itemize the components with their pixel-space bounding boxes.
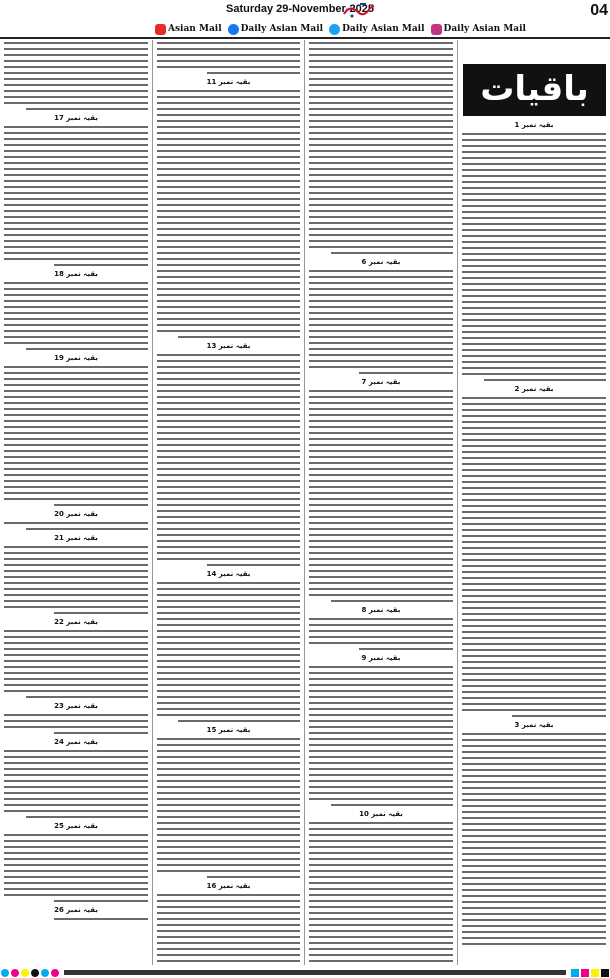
registration-mark-icon <box>31 969 39 977</box>
continuation-heading: بقیہ نمبر 3 <box>514 721 554 729</box>
continuation-heading: بقیہ نمبر 1 <box>514 121 554 129</box>
masthead-rule <box>0 37 610 39</box>
issue-date: Saturday 29-November-2025 <box>226 3 374 15</box>
article-continuation <box>462 118 606 949</box>
registration-mark-icon <box>581 969 589 977</box>
registration-mark-icon <box>41 969 49 977</box>
social-twitter[interactable] <box>329 24 424 35</box>
continuation-heading: بقیہ نمبر 8 <box>361 606 401 614</box>
continuation-heading: بقیہ نمبر 2 <box>514 385 554 393</box>
column-3 <box>305 40 457 965</box>
social-label: Asian Mail <box>168 24 222 34</box>
continuation-heading: بقیہ نمبر 10 <box>359 810 403 818</box>
page-number: 04 <box>590 2 608 19</box>
registration-mark-icon <box>571 969 579 977</box>
continuation-heading: بقیہ نمبر 26 <box>54 906 98 914</box>
continuation-heading: بقیہ نمبر 6 <box>361 258 401 266</box>
registration-bar <box>64 970 566 975</box>
social-facebook[interactable] <box>228 24 323 35</box>
social-label: Daily Asian Mail <box>443 24 526 34</box>
registration-mark-icon <box>591 969 599 977</box>
column-2 <box>153 40 304 965</box>
youtube-icon <box>155 24 166 35</box>
continuation-heading: بقیہ نمبر 7 <box>361 378 401 386</box>
continuation-heading: بقیہ نمبر 17 <box>54 114 98 122</box>
continuation-heading: بقیہ نمبر 11 <box>206 78 251 86</box>
continuation-heading: بقیہ نمبر 15 <box>206 726 251 734</box>
registration-mark-icon <box>1 969 9 977</box>
social-youtube[interactable] <box>155 24 222 35</box>
masthead <box>0 0 610 38</box>
social-instagram[interactable] <box>431 24 526 35</box>
continuation-heading: بقیہ نمبر 13 <box>206 342 251 350</box>
instagram-icon <box>431 24 442 35</box>
article-continuation <box>309 42 453 965</box>
facebook-icon <box>228 24 239 35</box>
continuation-heading: بقیہ نمبر 23 <box>54 702 98 710</box>
print-registration-strip <box>0 967 610 978</box>
column-4 <box>458 40 610 965</box>
continuation-heading: بقیہ نمبر 21 <box>54 534 98 542</box>
registration-mark-icon <box>51 969 59 977</box>
registration-mark-icon <box>11 969 19 977</box>
social-label: Daily Asian Mail <box>342 24 425 34</box>
continuation-heading: بقیہ نمبر 24 <box>54 738 98 746</box>
continuation-heading: بقیہ نمبر 22 <box>54 618 98 626</box>
registration-mark-icon <box>21 969 29 977</box>
continuation-heading: بقیہ نمبر 14 <box>206 570 251 578</box>
continuation-heading: بقیہ نمبر 25 <box>54 822 98 830</box>
newspaper-logo <box>340 0 380 20</box>
article-continuation <box>4 42 148 924</box>
column-1 <box>0 40 152 965</box>
twitter-icon <box>329 24 340 35</box>
continuation-heading: بقیہ نمبر 19 <box>54 354 98 362</box>
continuation-heading: بقیہ نمبر 20 <box>54 510 98 518</box>
article-continuation <box>157 42 300 965</box>
registration-mark-icon <box>601 969 609 977</box>
continuation-heading: بقیہ نمبر 16 <box>206 882 251 890</box>
continuation-heading: بقیہ نمبر 18 <box>54 270 98 278</box>
social-label: Daily Asian Mail <box>240 24 324 34</box>
continuation-heading: بقیہ نمبر 9 <box>361 654 401 662</box>
section-banner: باقیات <box>463 64 606 116</box>
social-links <box>155 22 526 36</box>
